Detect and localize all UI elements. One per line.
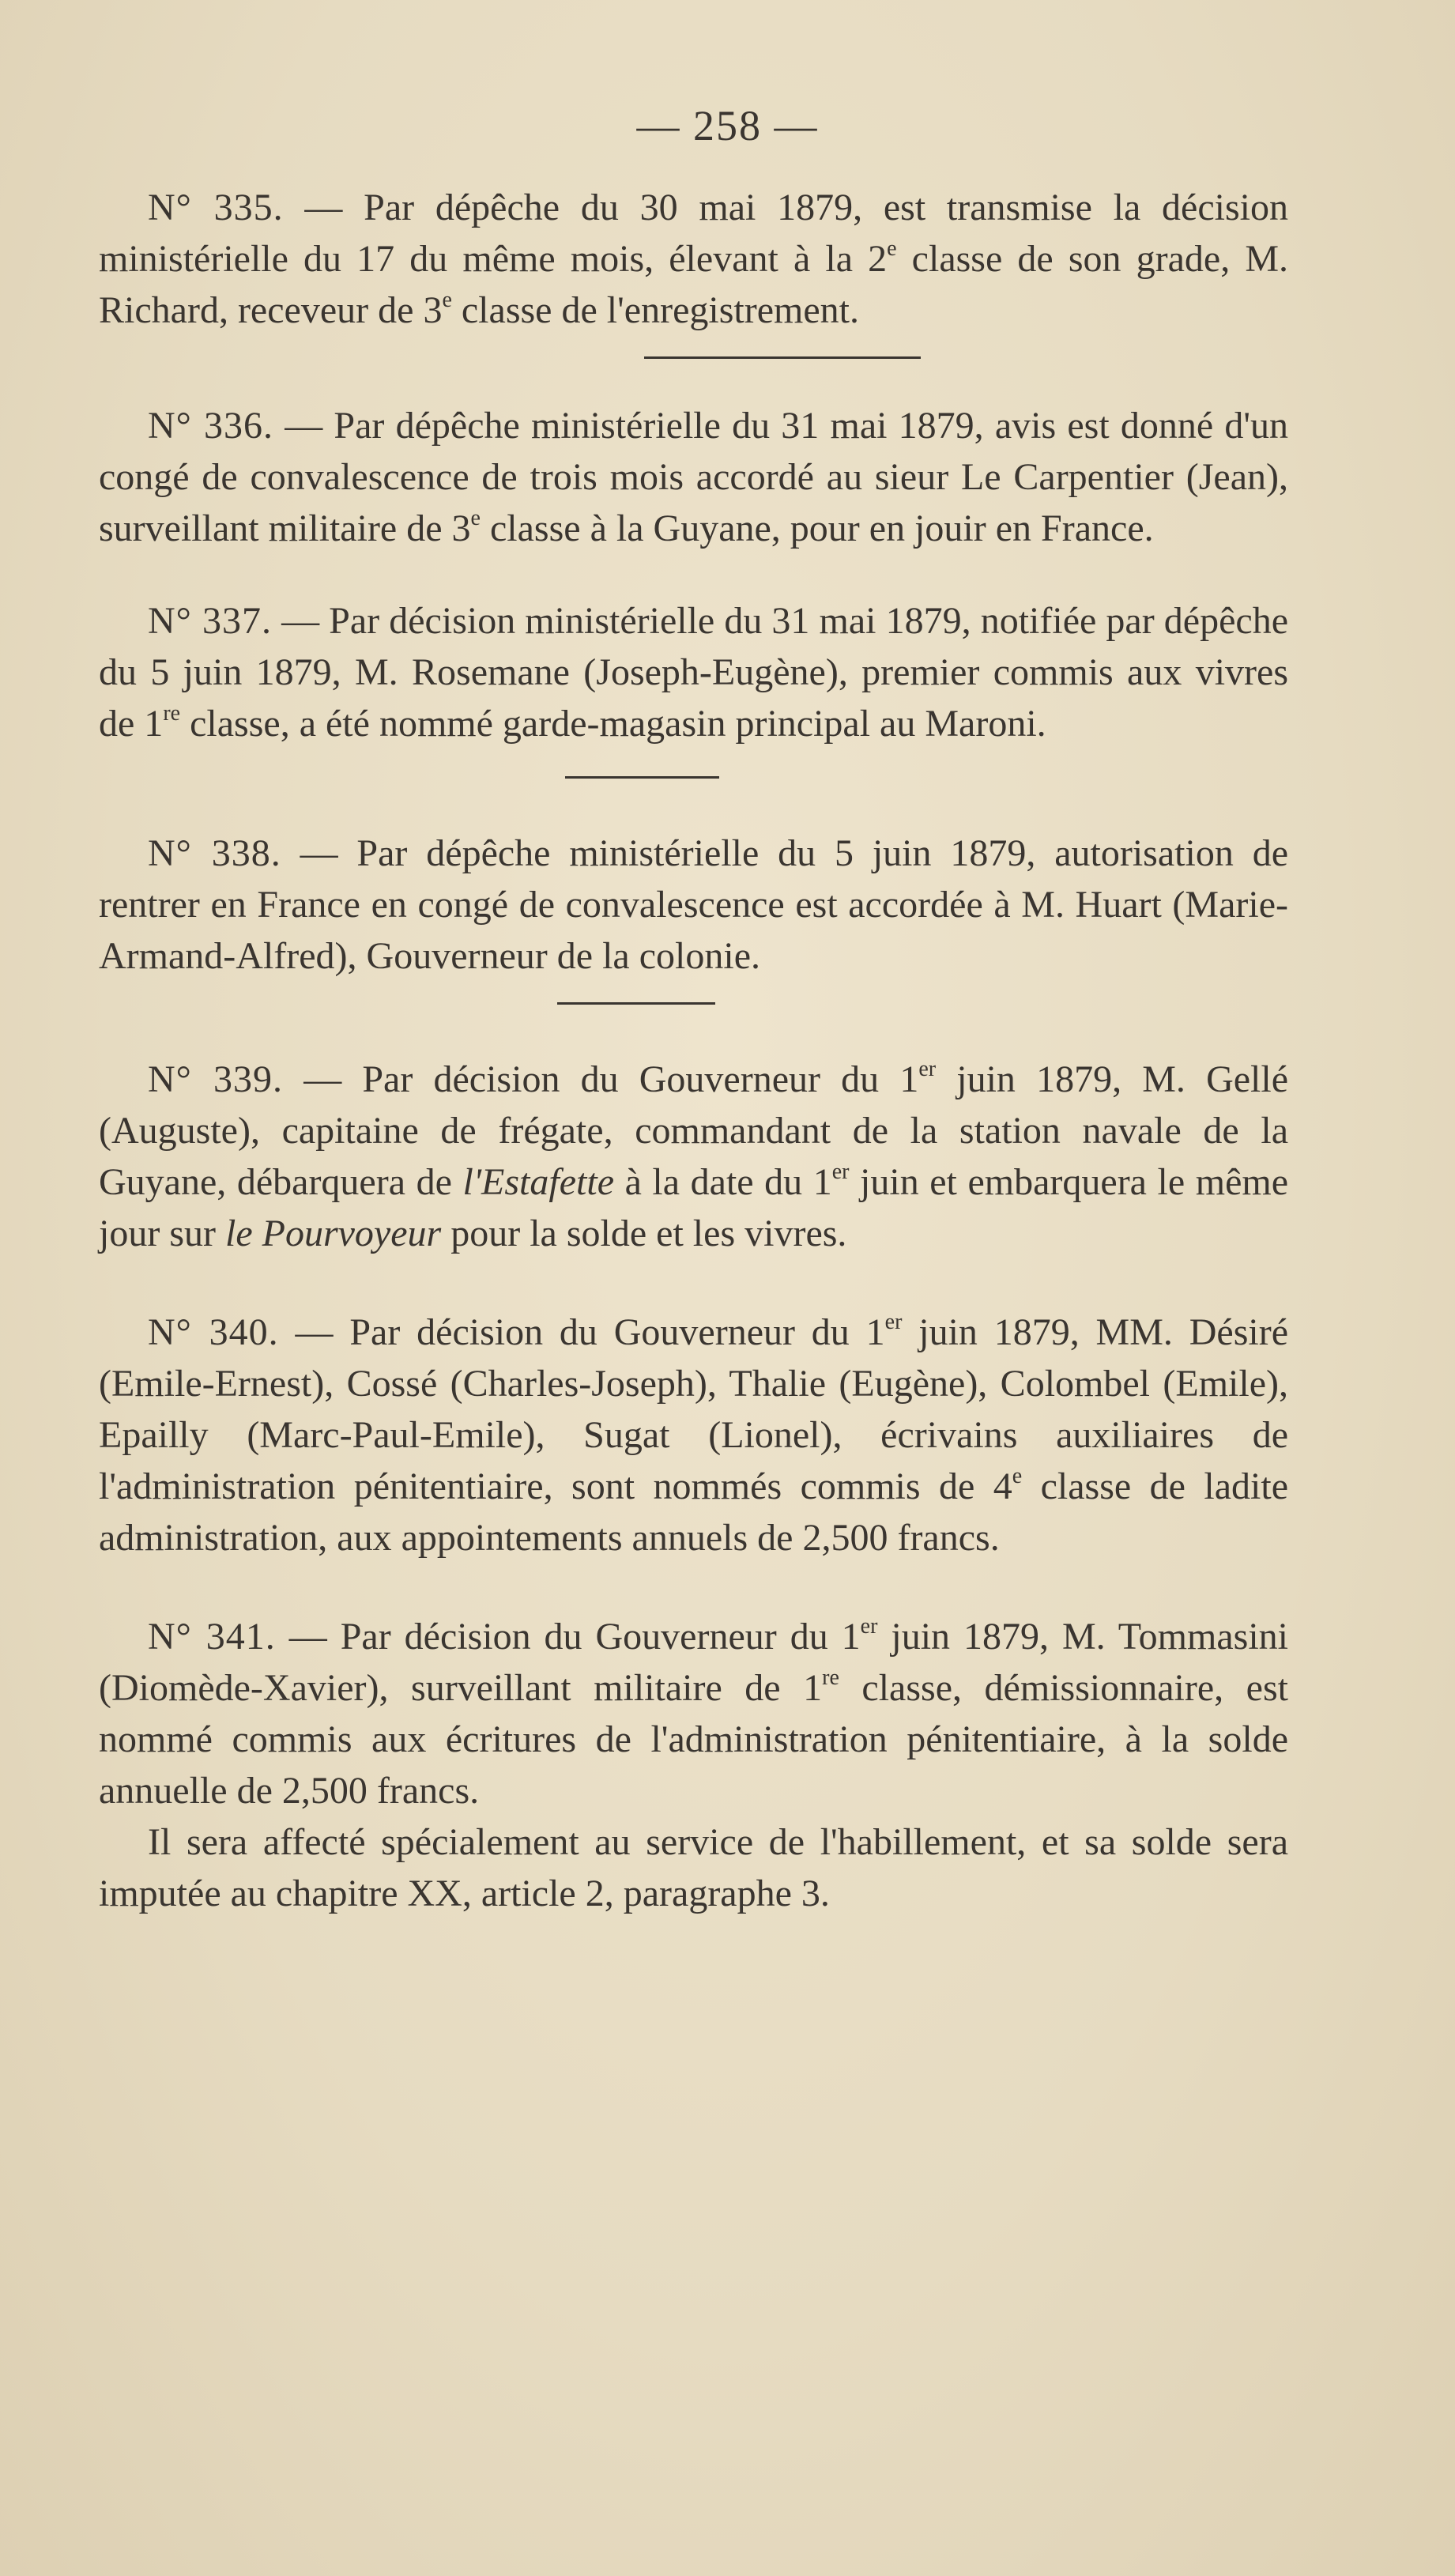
entry-body-before: — Par décision du Gouverneur du 1er juin 1879, M. Gellé (Auguste), capitaine de frégate, commandant de la station navale de la Guyane, débarquera de xyxy=(99,1057,1289,1203)
entry-339-text xyxy=(99,1054,1288,1259)
ordinal-suffix: er xyxy=(860,1614,878,1639)
ordinal-suffix: e xyxy=(1012,1464,1023,1488)
entry-341-text xyxy=(99,1611,1288,1816)
ship-name: le Pourvoyeur xyxy=(224,1213,442,1254)
entry-341 xyxy=(99,1611,1288,1919)
entry-335 xyxy=(99,182,1288,336)
entry-336-text xyxy=(99,400,1288,554)
ordinal-suffix: er xyxy=(918,1057,937,1081)
entry-body: — Par décision du Gouverneur du 1er juin 1879, M. Tommasini (Diomède-Xavier), surveillant militaire de 1re classe, démissionnaire, est nommé commis aux écritures de l'administration pénitentiaire, à la solde annuelle de 2,500 francs. xyxy=(99,1614,1289,1812)
entry-337 xyxy=(99,595,1288,749)
separator-rule xyxy=(644,356,921,359)
entry-number: N° 335. xyxy=(148,187,284,228)
entry-number: N° 338. xyxy=(148,832,281,874)
entry-number: N° 341. xyxy=(148,1616,276,1658)
entry-number: N° 339. xyxy=(148,1058,284,1100)
entry-number: N° 337. xyxy=(148,600,272,642)
entry-body: — Par décision ministérielle du 31 mai 1879, notifiée par dépêche du 5 juin 1879, M. Rosemane (Joseph-Eugène), premier commis aux vivres de 1re classe, a été nommé garde-magasin principal au Maroni. xyxy=(99,600,1289,745)
entry-body: — Par dépêche ministérielle du 31 mai 1879, avis est donné d'un congé de convalescence de trois mois accordé au sieur Le Carpentier (Jean), surveillant militaire de 3e classe à la Guyane, pour en jouir en France. xyxy=(99,405,1288,549)
separator-rule xyxy=(565,776,719,779)
ordinal-suffix: e xyxy=(470,506,481,530)
entry-336 xyxy=(99,400,1288,554)
ordinal-suffix: e xyxy=(887,236,897,261)
entry-number: N° 340. xyxy=(148,1311,279,1353)
page-number: — 258 — xyxy=(636,102,819,149)
entry-number: N° 336. xyxy=(148,405,274,447)
ordinal-suffix: re xyxy=(822,1665,839,1690)
entry-body: — Par dépêche ministérielle du 5 juin 1879, autorisation de rentrer en France en congé de convalescence est accordée à M. Huart (Marie-Armand-Alfred), Gouverneur de la colonie. xyxy=(99,832,1288,977)
entry-body-after: pour la solde et les vivres. xyxy=(441,1213,847,1254)
ordinal-suffix: re xyxy=(163,701,181,726)
entry-337-text xyxy=(99,595,1288,749)
entries-list xyxy=(99,182,1288,1919)
ship-name: l'Estafette xyxy=(462,1161,615,1203)
entry-340 xyxy=(99,1307,1288,1563)
entry-341-continuation: Il sera affecté spécialement au service de l'habillement, et sa solde sera imputée au chapitre XX, article 2, paragraphe 3. xyxy=(99,1821,1288,1914)
entry-335-text xyxy=(99,182,1288,336)
entry-339 xyxy=(99,1054,1288,1259)
entry-338-text xyxy=(99,828,1288,982)
ordinal-suffix: e xyxy=(442,288,452,312)
ordinal-suffix: er xyxy=(831,1160,850,1184)
separator-rule xyxy=(557,1002,715,1005)
entry-body: — Par décision du Gouverneur du 1er juin 1879, MM. Désiré (Emile-Ernest), Cossé (Charles-Joseph), Thalie (Eugène), Colombel (Emile), Epailly (Marc-Paul-Emile), Sugat (Lionel), écrivains auxiliaires de l'administration pénitentiaire, sont nommés commis de 4e classe de ladite administration, aux appointements annuels de 2,500 francs. xyxy=(99,1310,1289,1559)
entry-body-middle: à la date du 1er juin et embarquera le même jour sur xyxy=(99,1160,1289,1254)
ordinal-suffix: er xyxy=(884,1310,903,1334)
entry-340-text xyxy=(99,1307,1288,1563)
entry-338 xyxy=(99,828,1288,982)
entry-body: — Par dépêche du 30 mai 1879, est transmise la décision ministérielle du 17 du même mois, élevant à la 2e classe de son grade, M. Richard, receveur de 3e classe de l'enregistrement. xyxy=(99,187,1289,331)
